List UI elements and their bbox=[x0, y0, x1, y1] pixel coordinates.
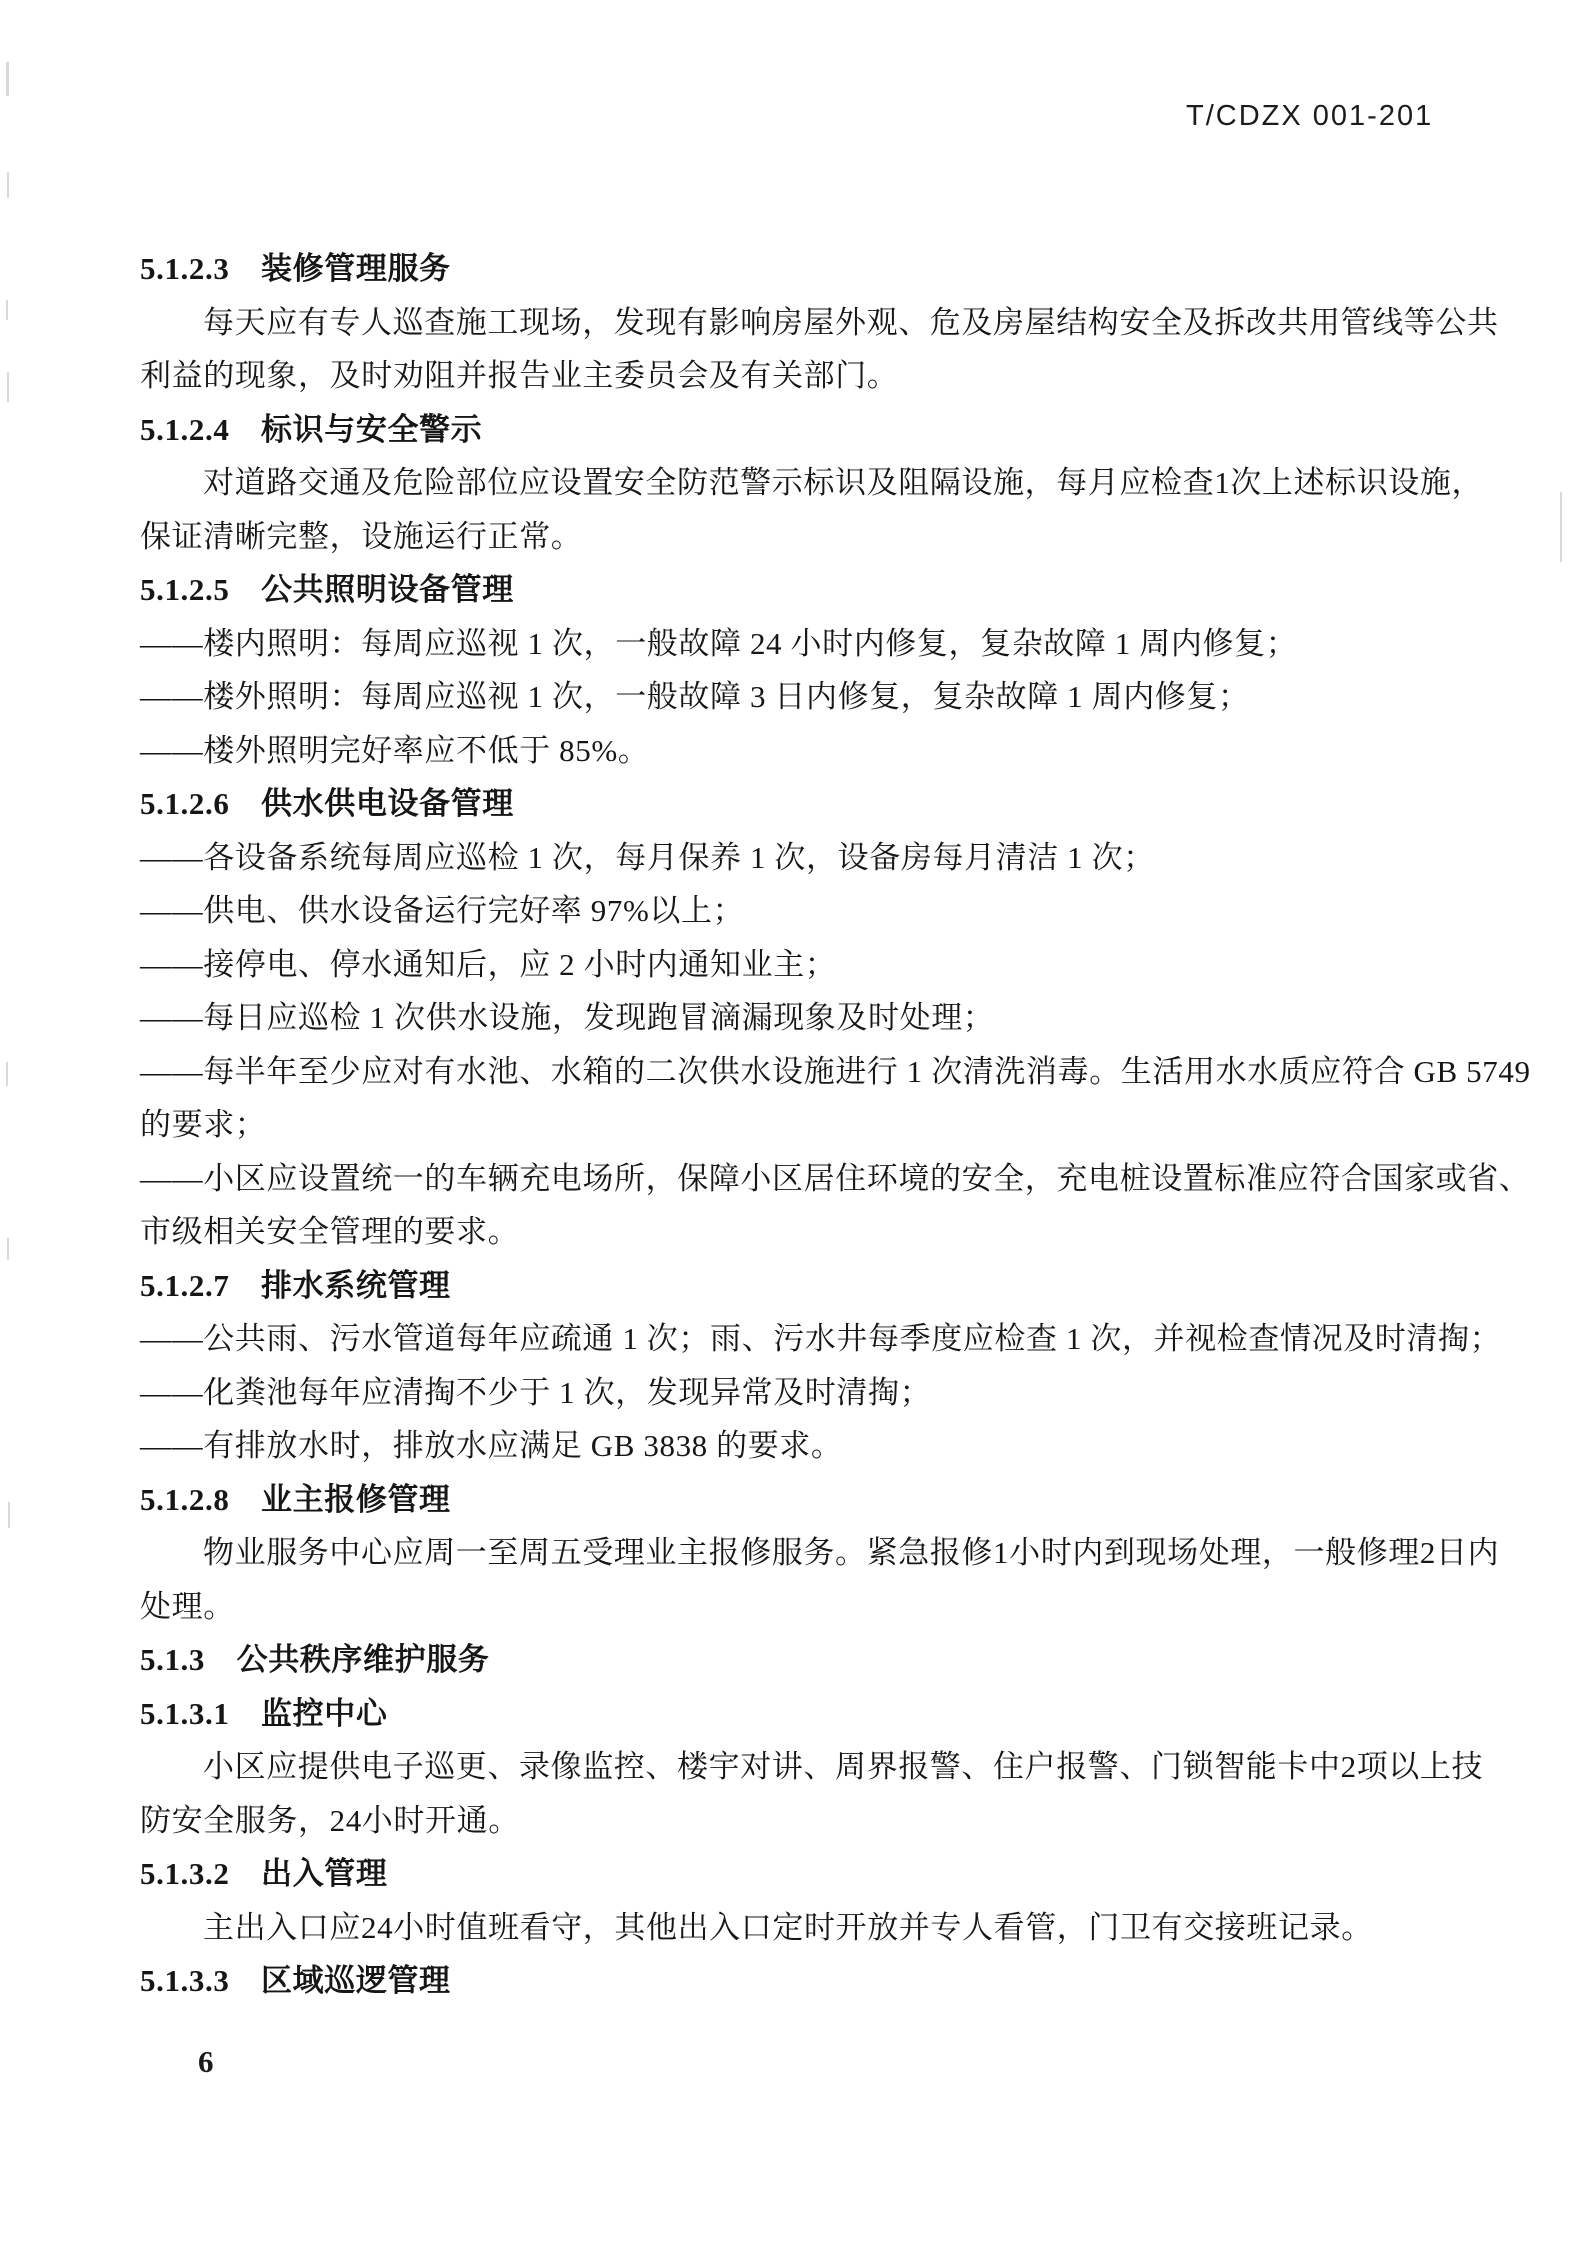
scan-artifact bbox=[7, 1238, 9, 1260]
paragraph-line: ——各设备系统每周应巡检 1 次，每月保养 1 次，设备房每月清洁 1 次； bbox=[140, 839, 1155, 875]
section-heading: 5.1.3.3 区域巡逻管理 bbox=[140, 1963, 451, 1998]
paragraph-first-line: 小区应提供电子巡更、录像监控、楼宇对讲、周界报警、住户报警、门锁智能卡中2项以上技 bbox=[203, 1749, 1484, 1784]
standard-code-header: T/CDZX 001-201 bbox=[1186, 100, 1434, 132]
section-heading: 5.1.2.3 装修管理服务 bbox=[140, 251, 451, 286]
section-heading: 5.1.2.8 业主报修管理 bbox=[140, 1481, 451, 1517]
paragraph-line: ——每半年至少应对有水池、水箱的二次供水设施进行 1 次清洗消毒。生活用水水质应符合 GB 5749 bbox=[140, 1053, 1531, 1089]
page-number: 6 bbox=[198, 2044, 214, 2079]
paragraph-line: 处理。 bbox=[140, 1588, 235, 1624]
section-heading: 5.1.3.2 出入管理 bbox=[140, 1856, 388, 1891]
section-heading: 5.1.2.4 标识与安全警示 bbox=[140, 411, 483, 447]
paragraph-line: ——楼外照明：每周应巡视 1 次，一般故障 3 日内修复，复杂故障 1 周内修复； bbox=[140, 679, 1250, 714]
paragraph-line: ——化粪池每年应清掏不少于 1 次，发现异常及时清掏； bbox=[140, 1374, 932, 1410]
section-heading: 5.1.2.5 公共照明设备管理 bbox=[140, 572, 514, 607]
paragraph-line: 保证清晰完整，设施运行正常。 bbox=[140, 518, 583, 554]
paragraph-line: 防安全服务，24小时开通。 bbox=[140, 1802, 520, 1838]
paragraph-line: ——接停电、停水通知后，应 2 小时内通知业主； bbox=[140, 946, 837, 982]
paragraph-first-line: 物业服务中心应周一至周五受理业主报修服务。紧急报修1小时内到现场处理，一般修理2日内 bbox=[203, 1535, 1500, 1570]
paragraph-first-line: 对道路交通及危险部位应设置安全防范警示标识及阻隔设施，每月应检查1次上述标识设施， bbox=[203, 465, 1484, 500]
paragraph-line: ——楼内照明：每周应巡视 1 次，一般故障 24 小时内修复，复杂故障 1 周内修复； bbox=[140, 625, 1298, 661]
scan-artifact bbox=[1560, 492, 1562, 562]
paragraph-line: 利益的现象，及时劝阻并报告业主委员会及有关部门。 bbox=[140, 358, 899, 393]
scan-artifact bbox=[6, 1062, 8, 1086]
paragraph-first-line: 每天应有专人巡查施工现场，发现有影响房屋外观、危及房屋结构安全及拆改共用管线等公共 bbox=[203, 304, 1499, 340]
paragraph-line: ——供电、供水设备运行完好率 97%以上； bbox=[140, 893, 745, 928]
paragraph-line: 的要求； bbox=[140, 1107, 267, 1142]
scan-artifact bbox=[7, 372, 9, 402]
scan-artifact bbox=[8, 1502, 10, 1528]
document-body bbox=[140, 242, 1531, 2008]
paragraph-first-line: 主出入口应24小时值班看守，其他出入口定时开放并专人看管，门卫有交接班记录。 bbox=[203, 1909, 1373, 1945]
scan-artifact bbox=[7, 172, 9, 198]
paragraph-line: ——每日应巡检 1 次供水设施，发现跑冒滴漏现象及时处理； bbox=[140, 1000, 995, 1035]
section-heading: 5.1.3 公共秩序维护服务 bbox=[140, 1642, 490, 1677]
section-heading: 5.1.2.7 排水系统管理 bbox=[140, 1267, 451, 1303]
paragraph-line: ——楼外照明完好率应不低于 85%。 bbox=[140, 732, 650, 768]
paragraph-line: ——有排放水时，排放水应满足 GB 3838 的要求。 bbox=[140, 1428, 843, 1463]
scan-artifact bbox=[6, 62, 9, 96]
scan-artifact bbox=[6, 300, 8, 320]
paragraph-line: ——小区应设置统一的车辆充电场所，保障小区居住环境的安全，充电桩设置标准应符合国家或省、 bbox=[140, 1160, 1531, 1196]
paragraph-line: 市级相关安全管理的要求。 bbox=[140, 1214, 520, 1249]
section-heading: 5.1.2.6 供水供电设备管理 bbox=[140, 786, 514, 821]
section-heading: 5.1.3.1 监控中心 bbox=[140, 1695, 388, 1731]
paragraph-line: ——公共雨、污水管道每年应疏通 1 次；雨、污水井每季度应检查 1 次，并视检查情况及时清掏； bbox=[140, 1321, 1502, 1356]
